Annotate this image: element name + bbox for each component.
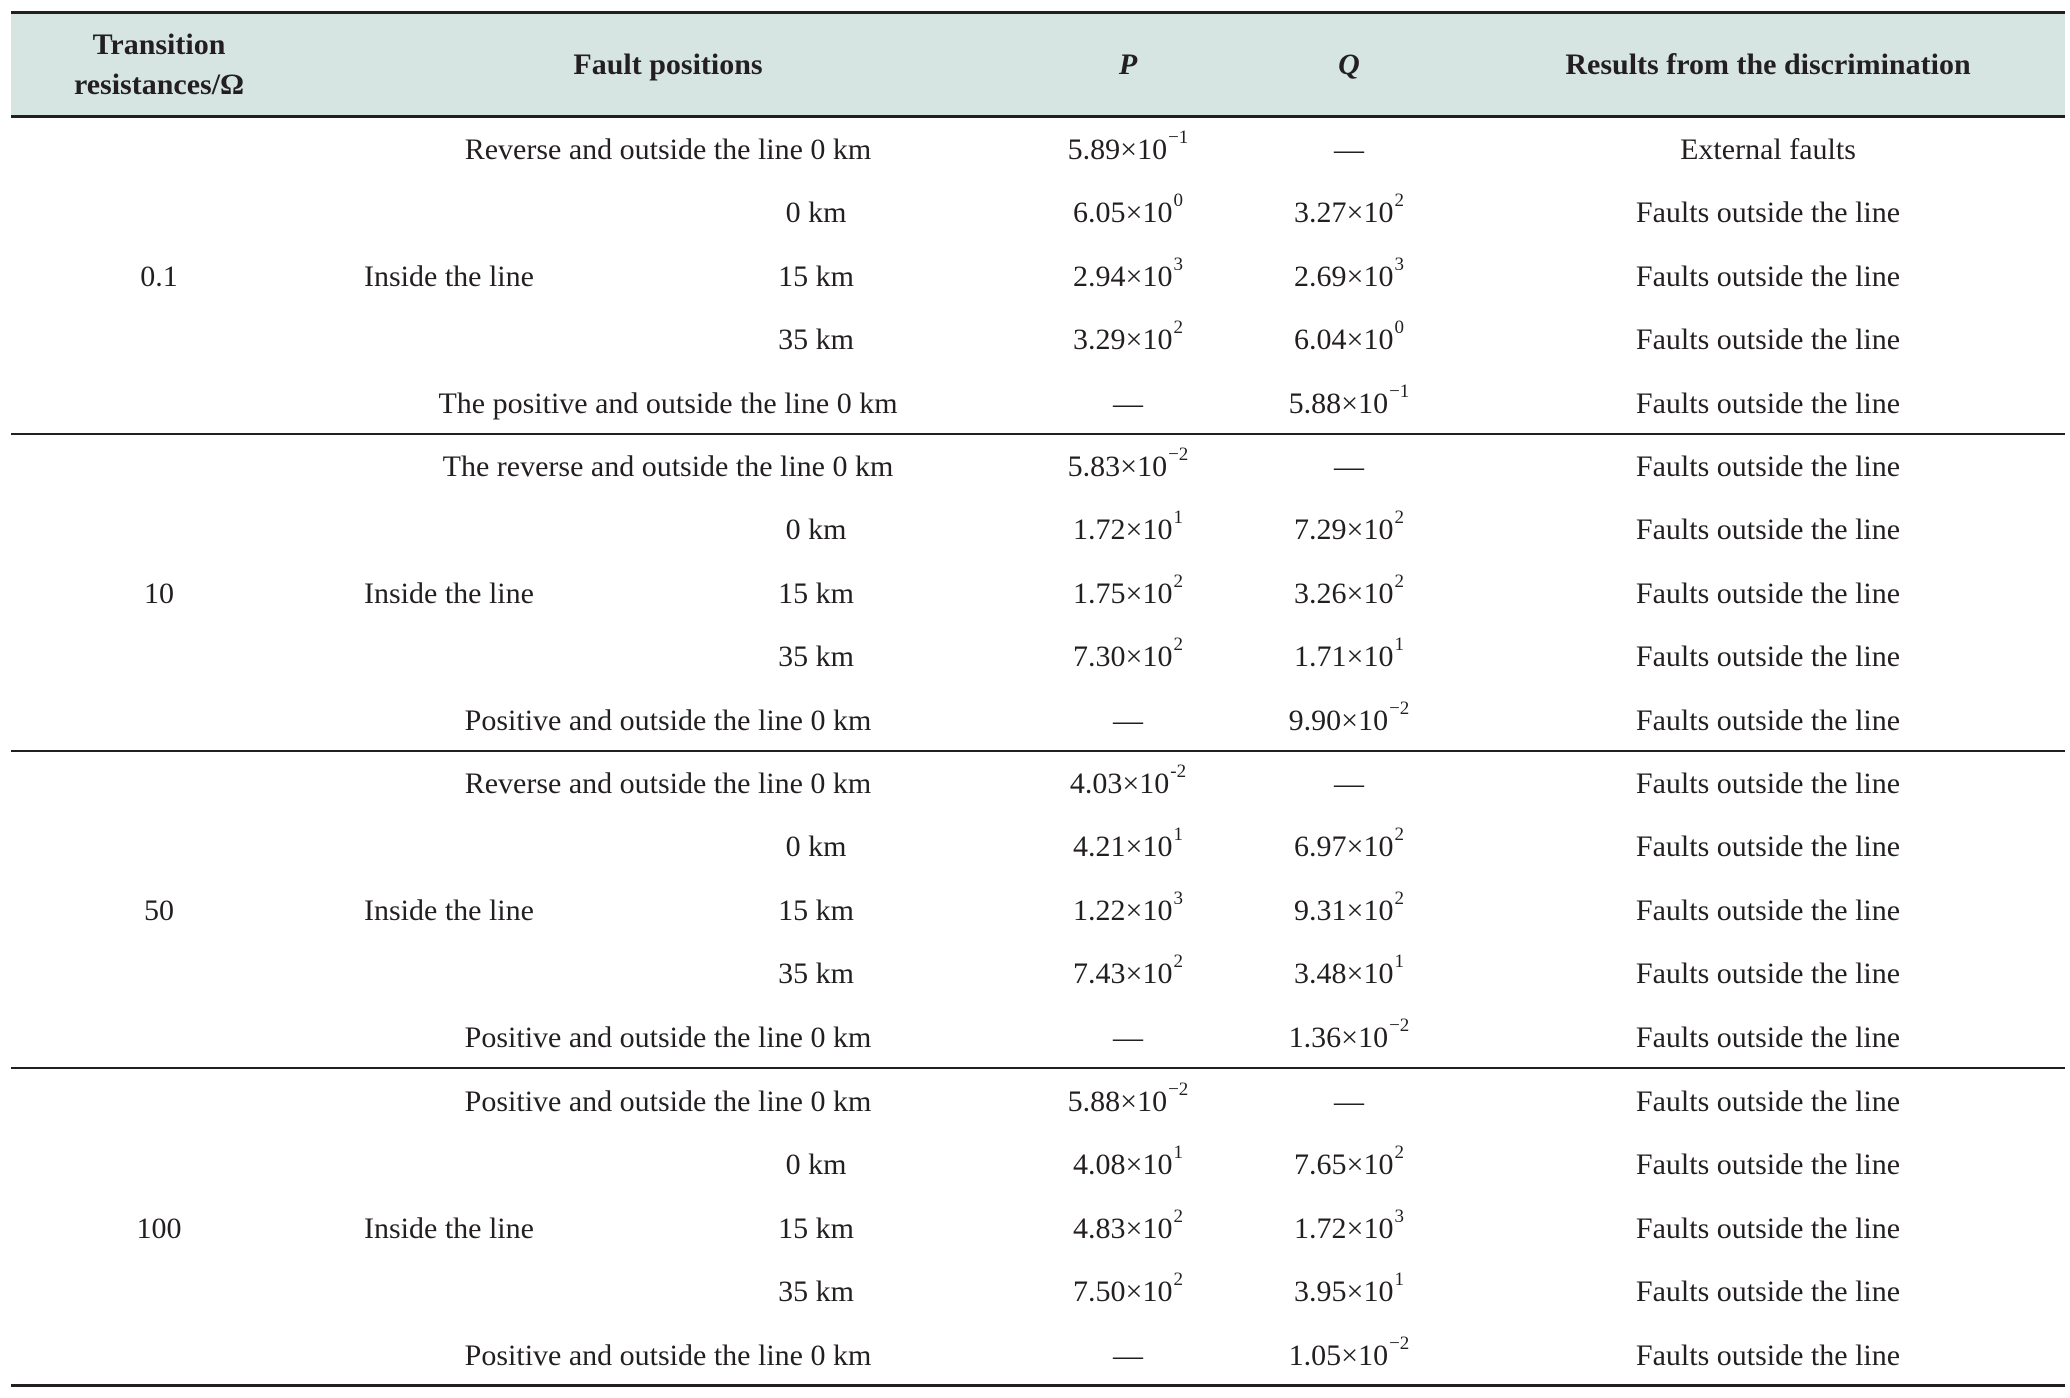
mantissa: 1.71×10 — [1294, 640, 1394, 673]
fault-position-cell: Positive and outside the line 0 km — [464, 703, 872, 737]
p-value-cell — [1029, 1324, 1227, 1387]
result-cell: Faults outside the line — [1635, 1275, 1901, 1308]
exponent: 1 — [1173, 824, 1183, 845]
mantissa: 7.29×10 — [1294, 513, 1394, 546]
q-value-cell — [1227, 879, 1471, 942]
distance-cell: 35 km — [778, 957, 854, 990]
p-value-cell — [1029, 562, 1227, 625]
fault-position-cell: Reverse and outside the line 0 km — [464, 132, 872, 166]
header-p: P — [1118, 47, 1138, 81]
header-fault-positions: Fault positions — [573, 47, 763, 81]
exponent: 2 — [1394, 190, 1404, 211]
mantissa: 4.83×10 — [1073, 1211, 1173, 1245]
exponent: 2 — [1173, 634, 1183, 655]
fault-position-cell: The reverse and outside the line 0 km — [442, 449, 894, 483]
inside-the-line-label: Inside the line — [364, 576, 534, 610]
exponent: 2 — [1394, 887, 1404, 909]
distance-cell: 15 km — [778, 576, 854, 610]
header-transition-resistances — [11, 14, 307, 115]
header-results: Results from the discrimination — [1565, 47, 1971, 81]
p-value-cell — [1029, 435, 1227, 498]
result-cell: Faults outside the line — [1635, 1148, 1901, 1181]
result-cell: Faults outside the line — [1635, 259, 1901, 293]
result-cell: Faults outside the line — [1635, 1020, 1901, 1054]
empty-dash: — — [1334, 1084, 1364, 1118]
mantissa: 1.22×10 — [1073, 893, 1173, 927]
exponent: 2 — [1394, 507, 1404, 528]
mantissa: 2.69×10 — [1294, 259, 1394, 293]
distance-cell: 0 km — [785, 196, 847, 229]
exponent: −1 — [1168, 126, 1189, 148]
empty-dash: — — [1334, 449, 1364, 483]
fault-position-cell: The positive and outside the line 0 km — [438, 386, 898, 420]
q-value-cell — [1227, 435, 1471, 498]
distance-cell: 0 km — [785, 513, 847, 546]
q-value-cell — [1227, 816, 1471, 879]
mantissa: 3.48×10 — [1294, 957, 1394, 990]
p-value-cell — [1029, 1197, 1227, 1260]
mantissa: 5.89×10 — [1067, 132, 1168, 166]
mantissa: 3.95×10 — [1294, 1275, 1394, 1308]
exponent: 3 — [1394, 253, 1404, 275]
exponent: 2 — [1173, 1269, 1183, 1290]
mantissa: 1.72×10 — [1073, 513, 1173, 546]
distance-cell: 35 km — [778, 640, 854, 673]
distance-cell: 15 km — [778, 1211, 854, 1245]
fault-position-cell: Positive and outside the line 0 km — [464, 1084, 872, 1118]
exponent: 3 — [1173, 253, 1183, 275]
exponent: 3 — [1394, 1205, 1404, 1227]
p-value-cell — [1029, 118, 1227, 181]
mantissa: 4.08×10 — [1073, 1148, 1173, 1181]
result-cell: Faults outside the line — [1635, 323, 1901, 356]
transition-resistance-cell: 50 — [144, 893, 174, 927]
exponent: −2 — [1389, 1332, 1410, 1354]
exponent: -2 — [1170, 760, 1187, 782]
mantissa: 2.94×10 — [1073, 259, 1173, 293]
p-value-cell — [1029, 816, 1227, 879]
mantissa: 7.50×10 — [1073, 1275, 1173, 1308]
q-value-cell — [1227, 182, 1471, 245]
row-group — [11, 1070, 2065, 1387]
result-cell: Faults outside the line — [1635, 957, 1901, 990]
mantissa: 9.90×10 — [1288, 703, 1389, 737]
result-cell: Faults outside the line — [1635, 576, 1901, 610]
exponent: 1 — [1394, 951, 1404, 972]
exponent: 1 — [1394, 634, 1404, 655]
empty-dash: — — [1334, 132, 1364, 166]
exponent: −2 — [1389, 697, 1410, 719]
distance-cell: 0 km — [785, 1148, 847, 1181]
q-value-cell — [1227, 309, 1471, 372]
transition-resistance-cell: 0.1 — [140, 259, 178, 293]
p-value-cell — [1029, 943, 1227, 1006]
result-cell: Faults outside the line — [1635, 1338, 1901, 1372]
q-value-cell — [1227, 1197, 1471, 1260]
mantissa: 7.43×10 — [1073, 957, 1173, 990]
table-header — [11, 11, 2065, 118]
q-value-cell — [1227, 943, 1471, 1006]
p-value-cell — [1029, 309, 1227, 372]
result-cell: Faults outside the line — [1635, 386, 1901, 420]
mantissa: 3.26×10 — [1294, 576, 1394, 610]
result-cell: Faults outside the line — [1635, 449, 1901, 483]
exponent: 1 — [1173, 1142, 1183, 1163]
mantissa: 7.30×10 — [1073, 640, 1173, 673]
exponent: 0 — [1173, 190, 1183, 211]
p-value-cell — [1029, 1261, 1227, 1324]
row-group — [11, 752, 2065, 1069]
result-cell: Faults outside the line — [1635, 1211, 1901, 1245]
fault-position-cell: Positive and outside the line 0 km — [464, 1338, 872, 1372]
result-cell: Faults outside the line — [1635, 766, 1901, 800]
q-value-cell — [1227, 689, 1471, 752]
p-value-cell — [1029, 879, 1227, 942]
exponent: −2 — [1168, 443, 1189, 465]
p-value-cell — [1029, 689, 1227, 752]
result-cell: External faults — [1680, 132, 1856, 166]
q-value-cell — [1227, 1261, 1471, 1324]
exponent: 2 — [1173, 317, 1183, 338]
mantissa: 7.65×10 — [1294, 1148, 1394, 1181]
empty-dash: — — [1113, 1338, 1143, 1372]
q-value-cell — [1227, 499, 1471, 562]
exponent: 2 — [1394, 824, 1404, 845]
result-cell: Faults outside the line — [1635, 893, 1901, 927]
exponent: 1 — [1394, 1269, 1404, 1290]
p-value-cell — [1029, 1134, 1227, 1197]
header-transition-line2: resistances/Ω — [73, 67, 245, 101]
p-value-cell — [1029, 752, 1227, 815]
exponent: 2 — [1173, 1205, 1183, 1227]
mantissa: 1.05×10 — [1288, 1338, 1389, 1372]
distance-cell: 35 km — [778, 1275, 854, 1308]
exponent: −2 — [1389, 1014, 1410, 1036]
result-cell: Faults outside the line — [1635, 640, 1901, 673]
transition-resistance-cell: 100 — [136, 1211, 182, 1245]
mantissa: 6.05×10 — [1073, 196, 1173, 229]
distance-cell: 15 km — [778, 259, 854, 293]
inside-the-line-label: Inside the line — [364, 893, 534, 927]
p-value-cell — [1029, 499, 1227, 562]
mantissa: 3.29×10 — [1073, 323, 1173, 356]
exponent: 3 — [1173, 887, 1183, 909]
p-value-cell — [1029, 1006, 1227, 1069]
row-group — [11, 118, 2065, 435]
exponent: 2 — [1394, 1142, 1404, 1163]
mantissa: 1.36×10 — [1288, 1020, 1389, 1054]
exponent: 1 — [1173, 507, 1183, 528]
q-value-cell — [1227, 1070, 1471, 1133]
mantissa: 1.75×10 — [1073, 576, 1173, 610]
result-cell: Faults outside the line — [1635, 196, 1901, 229]
exponent: −1 — [1389, 380, 1410, 402]
result-cell: Faults outside the line — [1635, 830, 1901, 863]
mantissa: 5.83×10 — [1067, 449, 1168, 483]
exponent: 0 — [1394, 317, 1404, 338]
q-value-cell — [1227, 626, 1471, 689]
mantissa: 3.27×10 — [1294, 196, 1394, 229]
fault-position-cell: Positive and outside the line 0 km — [464, 1020, 872, 1054]
fault-position-cell: Reverse and outside the line 0 km — [464, 766, 872, 800]
p-value-cell — [1029, 1070, 1227, 1133]
header-transition-line1: Transition — [92, 27, 226, 61]
mantissa: 1.72×10 — [1294, 1211, 1394, 1245]
p-value-cell — [1029, 182, 1227, 245]
q-value-cell — [1227, 372, 1471, 435]
q-value-cell — [1227, 245, 1471, 308]
row-group — [11, 435, 2065, 752]
transition-resistance-cell: 10 — [144, 576, 174, 610]
exponent: −2 — [1168, 1078, 1189, 1100]
header-q: Q — [1338, 47, 1360, 81]
distance-cell: 15 km — [778, 893, 854, 927]
result-cell: Faults outside the line — [1635, 1084, 1901, 1118]
empty-dash: — — [1113, 386, 1143, 420]
mantissa: 9.31×10 — [1294, 893, 1394, 927]
mantissa: 6.04×10 — [1294, 323, 1394, 356]
mantissa: 4.03×10 — [1069, 766, 1170, 800]
result-cell: Faults outside the line — [1635, 703, 1901, 737]
p-value-cell — [1029, 372, 1227, 435]
p-value-cell — [1029, 245, 1227, 308]
empty-dash: — — [1113, 1020, 1143, 1054]
mantissa: 6.97×10 — [1294, 830, 1394, 863]
q-value-cell — [1227, 1324, 1471, 1387]
empty-dash: — — [1113, 703, 1143, 737]
q-value-cell — [1227, 118, 1471, 181]
p-value-cell — [1029, 626, 1227, 689]
empty-dash: — — [1334, 766, 1364, 800]
exponent: 2 — [1173, 570, 1183, 592]
mantissa: 5.88×10 — [1288, 386, 1389, 420]
q-value-cell — [1227, 1006, 1471, 1069]
inside-the-line-label: Inside the line — [364, 259, 534, 293]
mantissa: 4.21×10 — [1073, 830, 1173, 863]
mantissa: 5.88×10 — [1067, 1084, 1168, 1118]
distance-cell: 35 km — [778, 323, 854, 356]
exponent: 2 — [1394, 570, 1404, 592]
inside-the-line-label: Inside the line — [364, 1211, 534, 1245]
q-value-cell — [1227, 1134, 1471, 1197]
q-value-cell — [1227, 562, 1471, 625]
result-cell: Faults outside the line — [1635, 513, 1901, 546]
exponent: 2 — [1173, 951, 1183, 972]
distance-cell: 0 km — [785, 830, 847, 863]
q-value-cell — [1227, 752, 1471, 815]
